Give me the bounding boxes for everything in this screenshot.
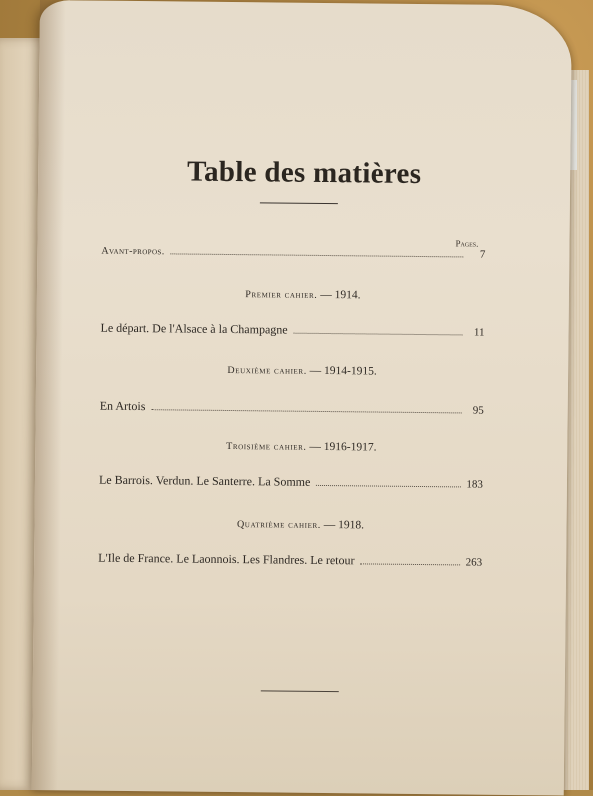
dot-leader [316,485,461,488]
book-page [32,0,572,796]
section-heading-label: Premier cahier. [245,289,318,301]
toc-page-number: 183 [466,478,484,491]
section-heading [36,362,568,380]
section-heading-years: — 1914. [320,288,361,302]
section-heading-years: — 1916-1917. [309,440,377,454]
pages-column-label: Pages. [455,238,479,249]
section-heading-years: — 1914-1915. [309,364,377,378]
toc-row-avant-propos [101,245,485,261]
end-divider [261,690,339,692]
section-heading-label: Deuxième cahier. [227,364,307,377]
page-title: Table des matières [186,155,422,191]
dot-leader [361,563,461,565]
dot-leader [151,409,461,413]
toc-entry: Avant-propos. [101,245,165,258]
title-divider [260,202,338,204]
section-heading [34,516,566,534]
section-heading [37,286,569,304]
toc-row [100,321,484,340]
toc-page-number: 263 [465,556,483,569]
section-heading-label: Quatrième cahier. [236,519,321,531]
section-heading-label: Troisième cahier. [226,440,307,453]
section-heading-years: — 1918. [323,519,365,532]
toc-page-number: 95 [472,404,484,417]
toc-entry: L'Ile de France. Le Laonnois. Les Flandres. Le retour [98,550,355,568]
toc-entry: Le départ. De l'Alsace à la Champagne [100,320,288,337]
section-heading [35,438,567,456]
toc-entry: En Artois [99,398,146,414]
toc-entry: Le Barrois. Verdun. Le Santerre. La Somme [98,472,311,489]
toc-row [100,399,484,418]
toc-row [98,551,482,570]
dot-leader [171,253,464,257]
dot-leader [294,333,463,336]
toc-row [99,473,483,492]
toc-page-number: 11 [473,326,485,339]
toc-page-number: 7 [479,248,486,261]
